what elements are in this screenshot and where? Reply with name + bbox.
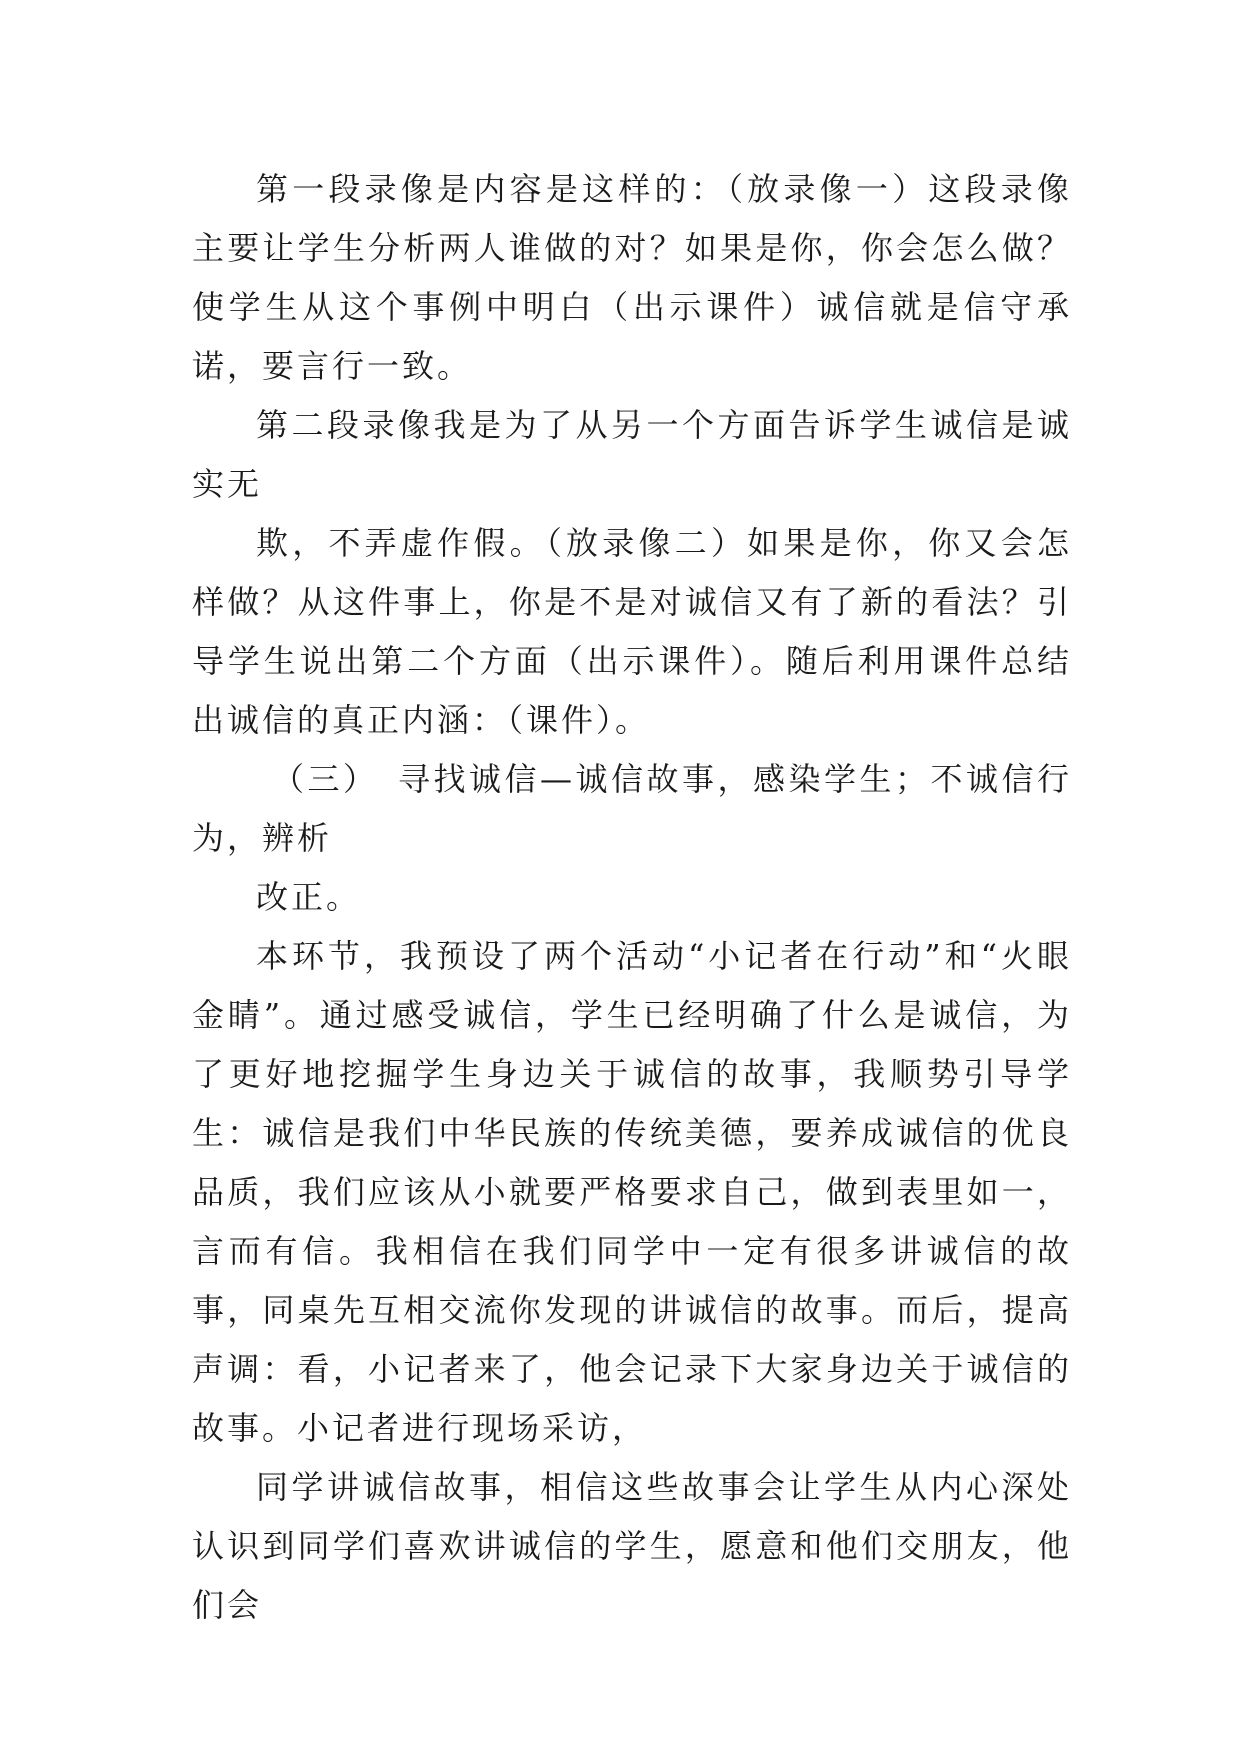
paragraph-video-one: 第一段录像是内容是这样的：（放录像一）这段录像主要让学生分析两人谁做的对？如果是你，你会怎么做？使学生从这个事例中明白（出示课件）诚信就是信守承诺，要言行一致。	[192, 170, 1072, 385]
paragraph-correction: 改正。	[256, 878, 362, 916]
paragraph-video-two: 欺，不弄虚作假。（放录像二）如果是你，你又会怎样做？从这件事上，你是不是对诚信又有了新的看法？引导学生说出第二个方面（出示课件）。随后利用课件总结出诚信的真正内涵：（课件）。	[192, 524, 1072, 739]
document-body	[192, 160, 1072, 1635]
paragraph-activities: 本环节，我预设了两个活动“小记者在行动”和“火眼金睛”。通过感受诚信，学生已经明确了什么是诚信，为了更好地挖掘学生身边关于诚信的故事，我顺势引导学生：诚信是我们中华民族的传统美德，要养成诚信的优良品质，我们应该从小就要严格要求自己，做到表里如一，言而有信。我相信在我们同学中一定有很多讲诚信的故事，同桌先互相交流你发现的讲诚信的故事。而后，提高声调：看，小记者来了，他会记录下大家身边关于诚信的故事。小记者进行现场采访，	[192, 937, 1072, 1447]
section-heading-three: （三） 寻找诚信—诚信故事，感染学生；不诚信行为，辨析	[192, 760, 1072, 857]
paragraph-video-two-intro: 第二段录像我是为了从另一个方面告诉学生诚信是诚实无	[192, 406, 1072, 503]
paragraph-stories: 同学讲诚信故事，相信这些故事会让学生从内心深处认识到同学们喜欢讲诚信的学生，愿意和他们交朋友，他们会	[192, 1468, 1072, 1624]
